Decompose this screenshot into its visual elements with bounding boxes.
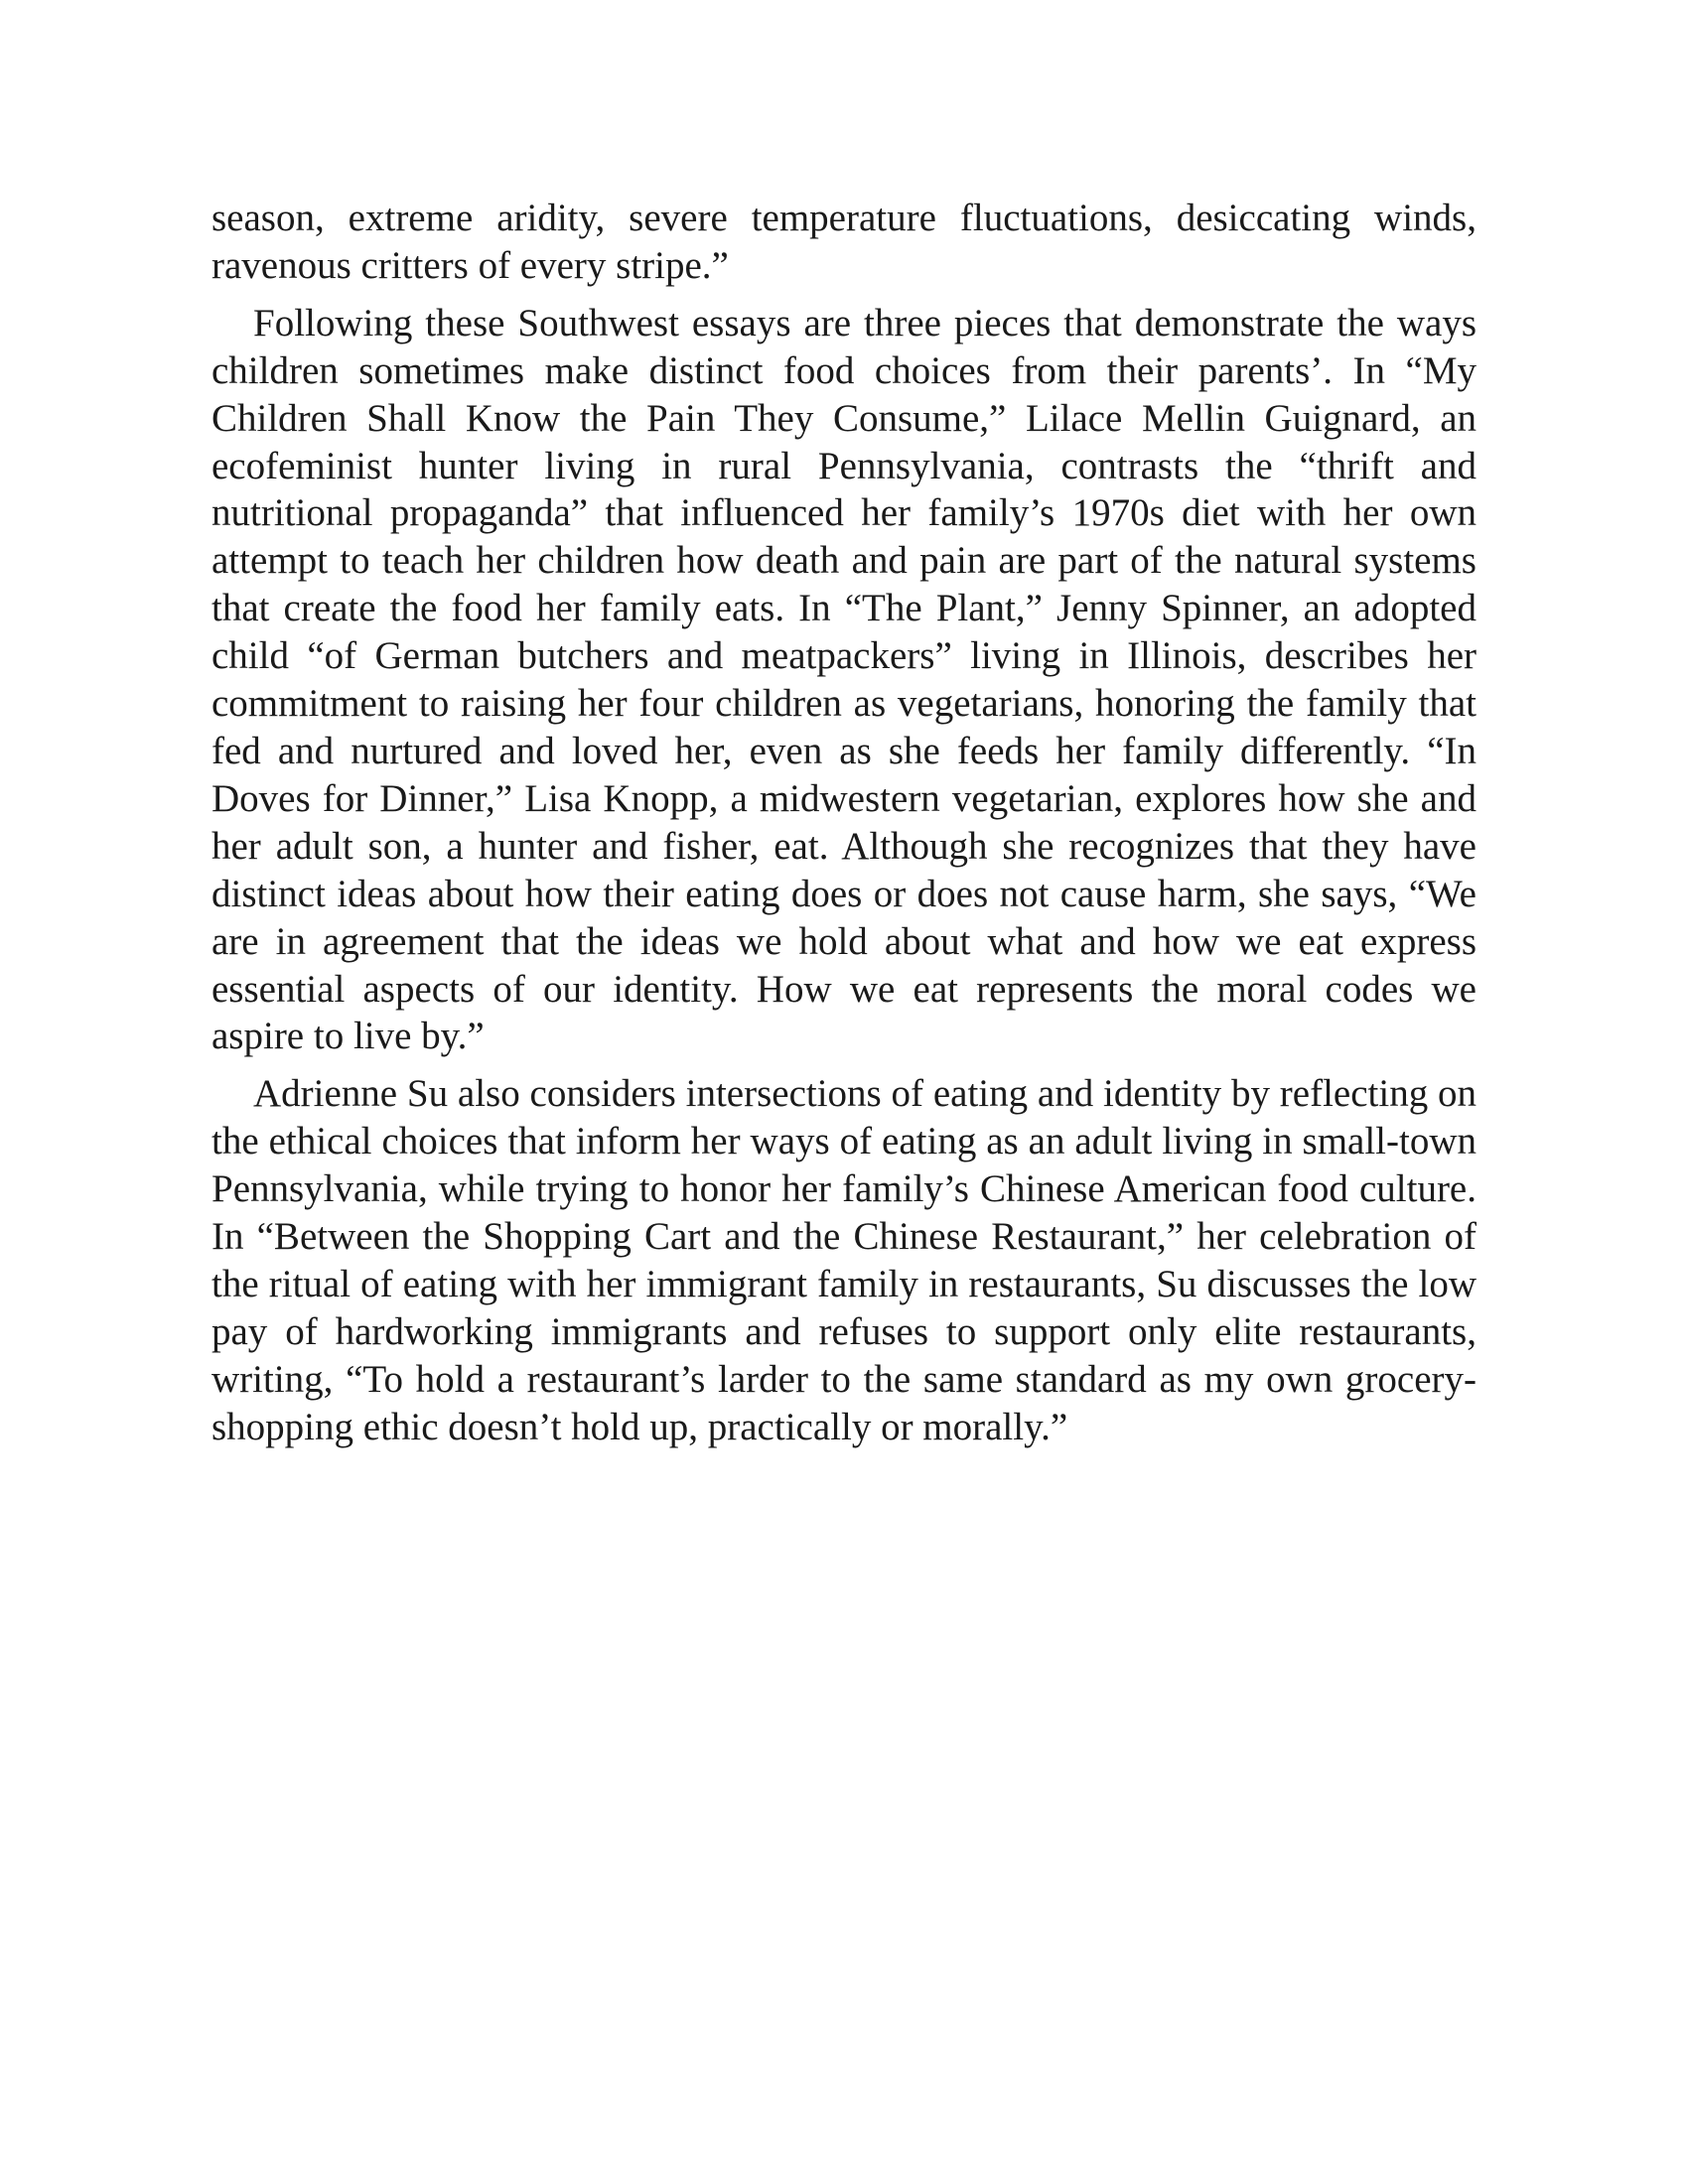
paragraph-adrienne-su: Adrienne Su also considers intersections of eating and identity by reflecting on the ethical choices that inform her ways of eating as an adult living in small-town Pennsylvania, while trying to honor her family’s Chinese American food culture. In “Between the Shopping Cart and the Chinese Restaurant,” her celebration of the ritual of eating with her immigrant family in restaurants, Su discusses the low pay of hardworking immigrants and refuses to support only elite restaurants, writing, “To hold a restaurant’s larder to the same standard as my own grocery-shopping ethic doesn’t hold up, practically or morally.”	[211, 1072, 1477, 1448]
paragraph-children-food-choices: Following these Southwest essays are three pieces that demonstrate the ways children sometimes make distinct food choices from their parents’. In “My Children Shall Know the Pain They Consume,” Lilace Mellin Guignard, an ecofeminist hunter living in rural Pennsylvania, contrasts the “thrift and nutritional propaganda” that influenced her family’s 1970s diet with her own attempt to teach her children how death and pain are part of the natural systems that create the food her family eats. In “The Plant,” Jenny Spinner, an adopted child “of German butchers and meatpackers” living in Illinois, describes her commitment to raising her four children as vegetarians, honoring the family that fed and nurtured and loved her, even as she feeds her family differently. “In Doves for Dinner,” Lisa Knopp, a midwestern vegetarian, explores how she and her adult son, a hunter and fisher, eat. Although she recognizes that they have distinct ideas about how their eating does or does not cause harm, she says, “We are in agreement that the ideas we hold about what and how we eat express essential aspects of our identity. How we eat represents the moral codes we aspire to live by.”	[211, 301, 1477, 1058]
paragraph-continued: season, extreme aridity, severe temperature fluctuations, desiccating winds, ravenous critters of every stripe.”	[211, 197, 1477, 287]
page-body	[211, 195, 1477, 1451]
